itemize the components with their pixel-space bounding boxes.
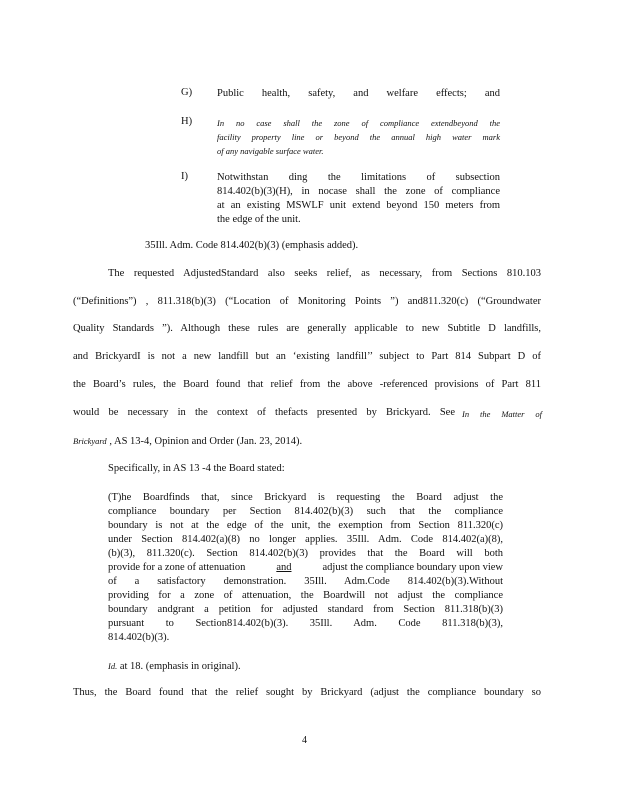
quote-line2: compliance boundary per Section 814.402(b)(3) such that the compliance [108, 506, 503, 517]
para1-line5: the Board’s rules, the Board found that relief from the above -referenced provisions of Part 811 [73, 379, 541, 390]
quote-line10: pursuant to Section814.402(b)(3). 35Ill. Adm. Code 811.318(b)(3), [108, 618, 503, 629]
list-item-h-line3: of any navigable surface water. [217, 146, 324, 156]
quote-line6 [108, 561, 503, 575]
quote-line1: (T)he Boardfinds that, since Brickyard is requesting the Board adjust the [108, 492, 503, 503]
id-citation [108, 659, 241, 673]
list-label-h: H) [181, 116, 193, 127]
quote-line4: under Section 814.402(a)(8) no longer applies. 35Ill. Adm. Code 814.402(a)(8), [108, 534, 503, 545]
quote-line5: (b)(3), 811.320(c). Section 814.402(b)(3) provides that the Board will both [108, 548, 503, 559]
quote-line11: 814.402(b)(3). [108, 632, 170, 643]
para1-line4: and BrickyardI is not a new landfill but an ‘existing landfill’’ subject to Part 814 Subpart D of [73, 351, 541, 362]
list-item-i-line3: at an existing MSWLF unit extend beyond 150 meters from [217, 200, 500, 211]
page-number: 4 [302, 735, 307, 746]
quote-line8: providing for a zone of attenuation, the Boardwill not adjust the compliance [108, 590, 503, 601]
list-item-h-line2: facility property line or beyond the annual high water mark [217, 132, 500, 142]
case-name-italic: In the Matter of [462, 409, 542, 419]
para1-line7 [73, 434, 302, 448]
quote-line6-start: provide for a zone of attenuation [108, 562, 246, 573]
citation-emphasis-added: 35Ill. Adm. Code 814.402(b)(3) (emphasis added). [145, 240, 359, 251]
para1-line2: (“Definitions”) , 811.318(b)(3) (“Location of Monitoring Points ”) and811.320(c) (“Groundwater [73, 296, 541, 307]
quote-and-emphasis: and [276, 562, 292, 573]
specifically-line: Specifically, in AS 13 -4 the Board stated: [108, 463, 285, 474]
quote-line7: of a satisfactory demonstration. 35Ill. Adm.Code 814.402(b)(3).Without [108, 576, 503, 587]
list-item-g: Public health, safety, and welfare effects; and [217, 88, 500, 99]
para1-line1: The requested AdjustedStandard also seeks relief, as necessary, from Sections 810.103 [108, 268, 541, 279]
list-item-i-line1: Notwithstan ding the limitations of subsection [217, 172, 500, 183]
list-item-i-line4: the edge of the unit. [217, 214, 301, 225]
quote-line6-end: adjust the compliance boundary upon view [322, 562, 503, 573]
case-cite: , AS 13-4, Opinion and Order (Jan. 23, 2014). [106, 436, 303, 447]
para1-line6: would be necessary in the context of thefacts presented by Brickyard. See [73, 407, 455, 418]
id-italic: Id. [108, 661, 118, 671]
final-paragraph-line: Thus, the Board found that the relief sought by Brickyard (adjust the compliance boundary so [73, 687, 541, 698]
list-label-i: I) [181, 171, 188, 182]
list-item-h-line1: In no case shall the zone of compliance extendbeyond the [217, 118, 500, 128]
list-label-g: G) [181, 87, 193, 98]
case-name-brickyard: Brickyard [73, 436, 107, 446]
list-item-i-line2: 814.402(b)(3)(H), in nocase shall the zone of compliance [217, 186, 500, 197]
para1-line3: Quality Standards ”). Although these rules are generally applicable to new Subtitle D landfills, [73, 323, 541, 334]
id-rest: at 18. (emphasis in original). [117, 661, 241, 672]
quote-line3: boundary is not at the edge of the unit, the exemption from Section 811.320(c) [108, 520, 503, 531]
quote-line9: boundary andgrant a petition for adjusted standard from Section 811.318(b)(3) [108, 604, 503, 615]
